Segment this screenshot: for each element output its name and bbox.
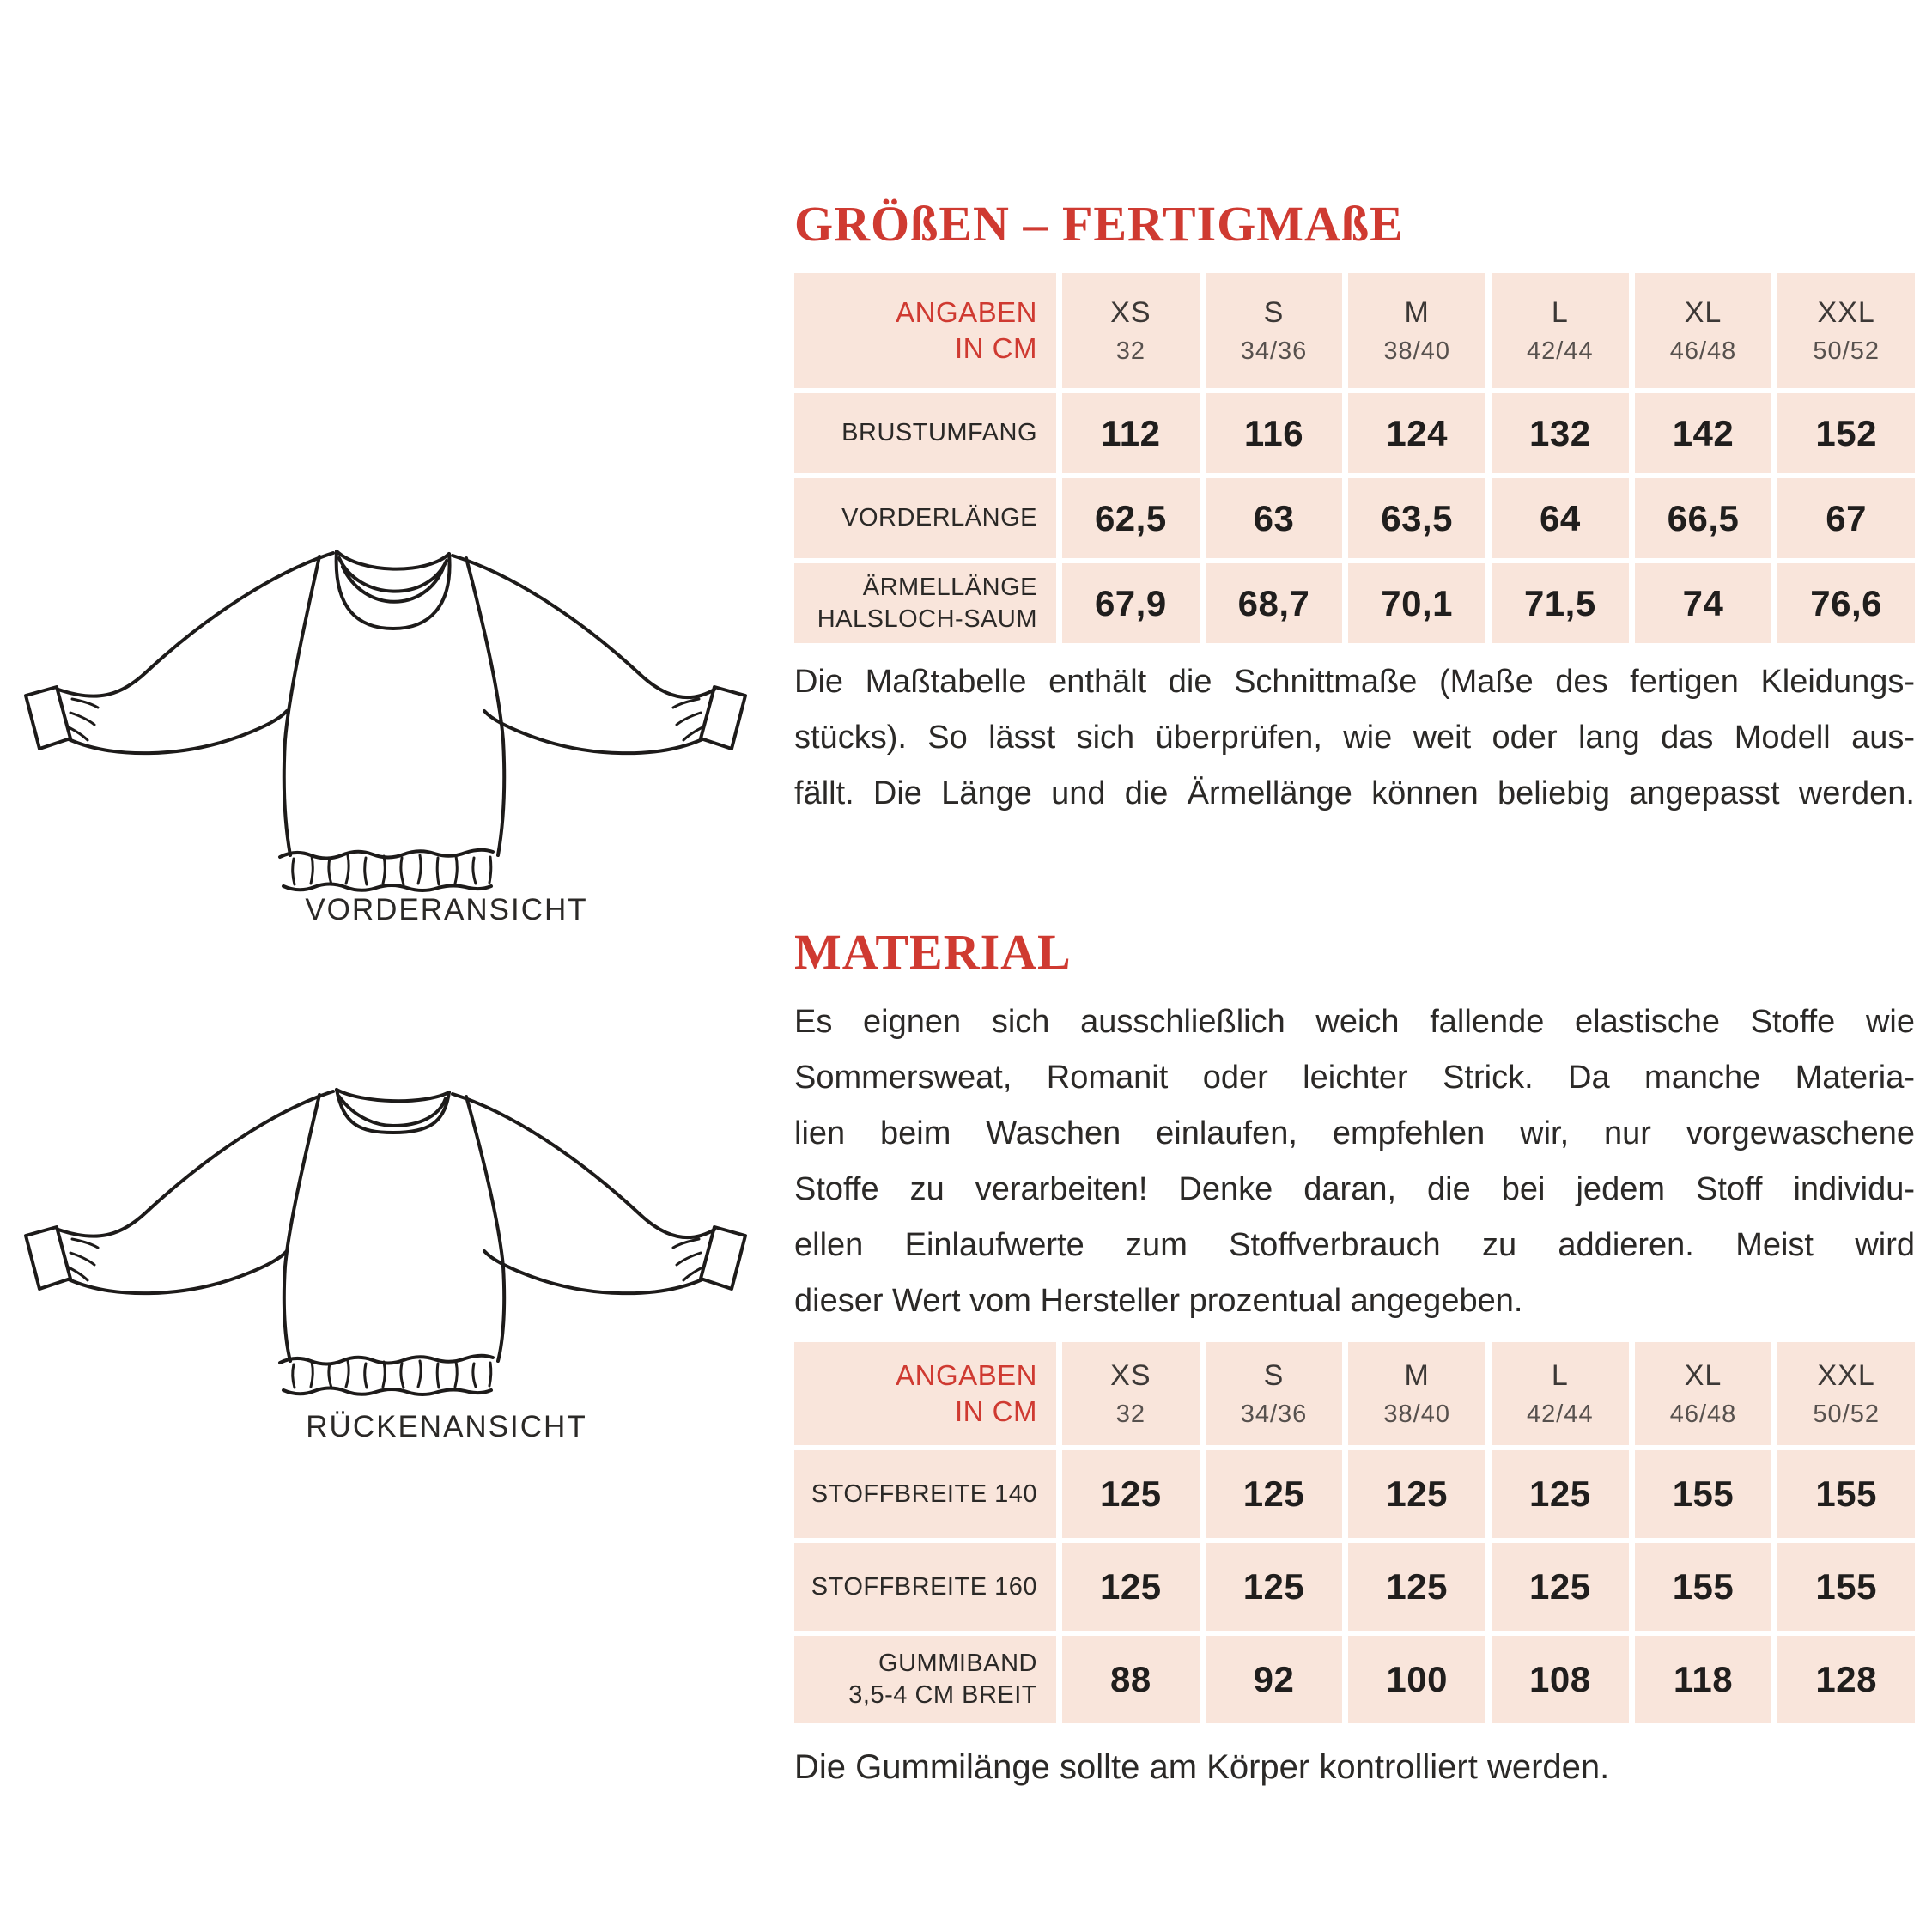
- table-cell: 112: [1062, 393, 1200, 473]
- text-line: Es eignen sich ausschließlich weich fallende elastische Stoffe wie: [794, 1004, 1915, 1040]
- table-cell: 76,6: [1777, 563, 1915, 643]
- table-cell: 132: [1492, 393, 1629, 473]
- size-column-header-xs: XS 32: [1062, 1342, 1200, 1445]
- table-cell: 128: [1777, 1636, 1915, 1723]
- size-column-header-s: S 34/36: [1206, 273, 1343, 388]
- header-label-line2: IN CM: [955, 1395, 1037, 1427]
- size-column-header-m: M 38/40: [1348, 273, 1485, 388]
- size-column-header-xxl: XXL 50/52: [1777, 1342, 1915, 1445]
- text-line: Die Maßtabelle enthält die Schnittmaße (Maße des fertigen Kleidungs-: [794, 664, 1915, 700]
- table-cell: 63,5: [1348, 478, 1485, 558]
- size-column-header-l: L 42/44: [1492, 1342, 1629, 1445]
- finished-measurements-table: [794, 273, 1915, 643]
- table-cell: 155: [1777, 1543, 1915, 1631]
- table-cell: 62,5: [1062, 478, 1200, 558]
- table-cell: 92: [1206, 1636, 1343, 1723]
- table-cell: 125: [1062, 1450, 1200, 1538]
- table-cell: 70,1: [1348, 563, 1485, 643]
- text-line: stücks). So lässt sich überprüfen, wie weit oder lang das Modell aus-: [794, 720, 1915, 756]
- size-column-header-xxl: XXL 50/52: [1777, 273, 1915, 388]
- size-column-header-m: M 38/40: [1348, 1342, 1485, 1445]
- text-line: Die Gummilänge sollte am Körper kontrolliert werden.: [794, 1748, 1610, 1786]
- table-cell: 67: [1777, 478, 1915, 558]
- table-cell: 100: [1348, 1636, 1485, 1723]
- row-label-aermellaenge: ÄRMELLÄNGE HALSLOCH-SAUM: [794, 563, 1056, 643]
- table-cell: 118: [1635, 1636, 1772, 1723]
- table-cell: 125: [1206, 1543, 1343, 1631]
- text-line: fällt. Die Länge und die Ärmellänge können beliebig angepasst werden.: [794, 775, 1915, 811]
- size-column-header-xs: XS 32: [1062, 273, 1200, 388]
- row-label-stoffbreite-160: STOFFBREITE 160: [794, 1543, 1056, 1631]
- table-cell: 88: [1062, 1636, 1200, 1723]
- table-cell: 63: [1206, 478, 1343, 558]
- text-line: dieser Wert vom Hersteller prozentual angegeben.: [794, 1283, 1523, 1319]
- table-cell: 125: [1348, 1543, 1485, 1631]
- header-label-line2: IN CM: [955, 332, 1037, 364]
- table-cell: 64: [1492, 478, 1629, 558]
- back-view-caption: RÜCKENANSICHT: [306, 1410, 587, 1443]
- row-label-stoffbreite-140: STOFFBREITE 140: [794, 1450, 1056, 1538]
- row-label-vorderlaenge: VORDERLÄNGE: [794, 478, 1056, 558]
- sizes-section-heading: GRÖßEN – FERTIGMAßE: [794, 196, 1404, 252]
- table-cell: 125: [1492, 1450, 1629, 1538]
- table-header-label: [794, 273, 1056, 388]
- table-cell: 155: [1635, 1450, 1772, 1538]
- table-cell: 125: [1348, 1450, 1485, 1538]
- front-view-caption: VORDERANSICHT: [305, 893, 588, 927]
- size-column-header-xl: XL 46/48: [1635, 1342, 1772, 1445]
- sizes-note-paragraph: [794, 654, 1915, 822]
- table-cell: 67,9: [1062, 563, 1200, 643]
- elastic-note: [794, 1740, 1915, 1795]
- text-line: lien beim Waschen einlaufen, empfehlen wir, nur vorgewaschene: [794, 1115, 1915, 1151]
- table-cell: 142: [1635, 393, 1772, 473]
- text-line: Sommersweat, Romanit oder leichter Strick. Da manche Materia-: [794, 1060, 1915, 1096]
- table-cell: 74: [1635, 563, 1772, 643]
- size-column-header-s: S 34/36: [1206, 1342, 1343, 1445]
- material-section-heading: MATERIAL: [794, 924, 1072, 980]
- table-cell: 155: [1635, 1543, 1772, 1631]
- size-column-header-xl: XL 46/48: [1635, 273, 1772, 388]
- back-view-illustration: [17, 1078, 756, 1400]
- row-label-gummiband: GUMMIBAND 3,5-4 CM BREIT: [794, 1636, 1056, 1723]
- table-cell: 108: [1492, 1636, 1629, 1723]
- header-label-line1: ANGABEN: [896, 1359, 1037, 1391]
- row-label-brustumfang: BRUSTUMFANG: [794, 393, 1056, 473]
- table-cell: 155: [1777, 1450, 1915, 1538]
- table-cell: 71,5: [1492, 563, 1629, 643]
- table-cell: 152: [1777, 393, 1915, 473]
- table-cell: 116: [1206, 393, 1343, 473]
- front-view-illustration: [17, 531, 756, 896]
- fabric-requirements-table: [794, 1342, 1915, 1723]
- table-cell: 124: [1348, 393, 1485, 473]
- header-label-line1: ANGABEN: [896, 296, 1037, 328]
- material-paragraph: [794, 994, 1915, 1329]
- text-line: ellen Einlaufwerte zum Stoffverbrauch zu addieren. Meist wird: [794, 1227, 1915, 1263]
- table-cell: 125: [1492, 1543, 1629, 1631]
- table-cell: 125: [1206, 1450, 1343, 1538]
- table-cell: 68,7: [1206, 563, 1343, 643]
- text-line: Stoffe zu verarbeiten! Denke daran, die bei jedem Stoff individu-: [794, 1171, 1915, 1207]
- table-cell: 66,5: [1635, 478, 1772, 558]
- table-header-label: [794, 1342, 1056, 1445]
- table-cell: 125: [1062, 1543, 1200, 1631]
- size-column-header-l: L 42/44: [1492, 273, 1629, 388]
